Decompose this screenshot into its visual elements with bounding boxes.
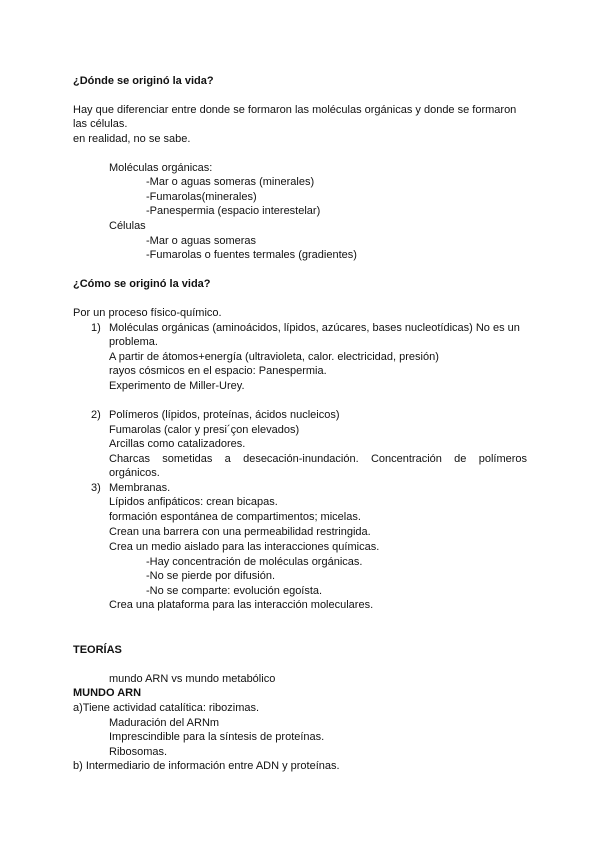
item3-line: Lípidos anfipáticos: crean bicapas. xyxy=(109,496,278,508)
item1-line: rayos cósmicos en el espacio: Panespermia. xyxy=(109,365,327,377)
organic-label: Moléculas orgánicas: xyxy=(109,162,213,174)
point-a: a)Tiene actividad catalítica: ribozimas. xyxy=(73,702,260,714)
item3-line: Crea una plataforma para las interacción moleculares. xyxy=(109,599,374,611)
item2-line: orgánicos. xyxy=(109,467,160,479)
organic-item: -Mar o aguas someras (minerales) xyxy=(146,176,315,188)
item2-line: Polímeros (lípidos, proteínas, ácidos nucleicos) xyxy=(109,409,340,421)
para-differentiate: Hay que diferenciar entre donde se formaron las moléculas orgánicas y donde se formaron xyxy=(73,104,517,116)
heading-rna-world: MUNDO ARN xyxy=(73,687,142,699)
item2-justified-line xyxy=(109,452,527,466)
point-a-item: Maduración del ARNm xyxy=(109,717,220,729)
para-not-known: en realidad, no se sabe. xyxy=(73,133,191,145)
list-number: 2) xyxy=(91,409,101,421)
list-number: 3) xyxy=(91,482,101,494)
item3-line: Membranas. xyxy=(109,482,171,494)
theories-subtitle: mundo ARN vs mundo metabólico xyxy=(109,673,276,685)
item2-line: Arcillas como catalizadores. xyxy=(109,438,246,450)
cells-item: -Fumarolas o fuentes termales (gradientes) xyxy=(146,249,357,261)
organic-item: -Fumarolas(minerales) xyxy=(146,191,257,203)
word: Concentración xyxy=(370,453,442,465)
item3-subitem: -No se comparte: evolución egoísta. xyxy=(146,585,323,597)
cells-label: Células xyxy=(109,220,146,232)
heading-origin-how: ¿Cómo se originó la vida? xyxy=(73,278,211,290)
word: a xyxy=(224,453,231,465)
word: desecación-inundación. xyxy=(243,453,359,465)
para-differentiate-cont: las células. xyxy=(73,118,128,130)
item3-line: Crea un medio aislado para las interacciones químicas. xyxy=(109,541,380,553)
item1-line: problema. xyxy=(109,336,158,348)
list-number: 1) xyxy=(91,322,101,334)
item1-line: Moléculas orgánicas (aminoácidos, lípidos, azúcares, bases nucleotídicas) No es un xyxy=(109,322,520,334)
heading-origin-where: ¿Dónde se originó la vida? xyxy=(73,75,214,87)
item3-subitem: -No se pierde por difusión. xyxy=(146,570,276,582)
item2-line: Fumarolas (calor y presi´çon elevados) xyxy=(109,424,300,436)
cells-item: -Mar o aguas someras xyxy=(146,235,257,247)
organic-item: -Panespermia (espacio interestelar) xyxy=(146,205,321,217)
item1-line: Experimento de Miller-Urey. xyxy=(109,380,245,392)
word: Charcas xyxy=(109,453,150,465)
intro-process: Por un proceso físico-químico. xyxy=(73,307,222,319)
item3-line: formación espontánea de compartimentos; micelas. xyxy=(109,511,361,523)
point-a-item: Imprescindible para la síntesis de proteínas. xyxy=(109,731,325,743)
word: polímeros xyxy=(478,453,527,465)
item3-subitem: -Hay concentración de moléculas orgánicas. xyxy=(146,556,363,568)
point-b: b) Intermediario de información entre ADN y proteínas. xyxy=(73,760,340,772)
point-a-item: Ribosomas. xyxy=(109,746,168,758)
word: sometidas xyxy=(162,453,213,465)
word: de xyxy=(454,453,467,465)
item1-line: A partir de átomos+energía (ultravioleta, calor. electricidad, presión) xyxy=(109,351,439,363)
heading-theories: TEORÍAS xyxy=(73,644,122,656)
item3-line: Crean una barrera con una permeabilidad restringida. xyxy=(109,526,371,538)
